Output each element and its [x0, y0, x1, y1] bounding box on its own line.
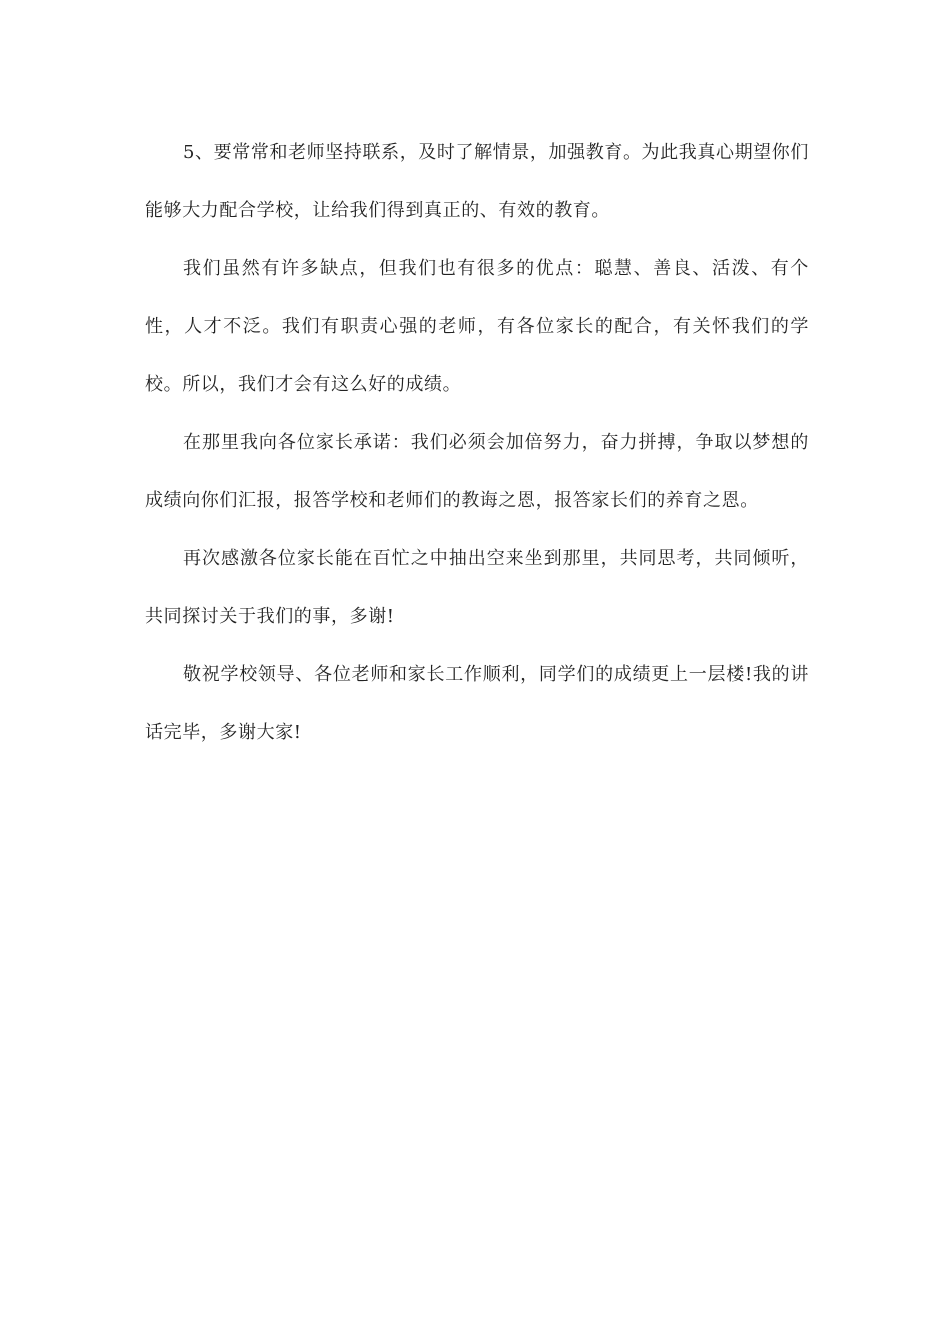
document-body [145, 124, 809, 762]
paragraph-closing: 敬祝学校领导、各位老师和家长工作顺利，同学们的成绩更上一层楼!我的讲话完毕，多谢大家! [145, 664, 809, 743]
paragraph-strengths: 我们虽然有许多缺点，但我们也有很多的优点：聪慧、善良、活泼、有个性，人才不泛。我们有职责心强的老师，有各位家长的配合，有关怀我们的学校。所以，我们才会有这么好的成绩。 [145, 258, 809, 395]
paragraph-thanks: 再次感激各位家长能在百忙之中抽出空来坐到那里，共同思考，共同倾听，共同探讨关于我们的事，多谢! [145, 548, 809, 627]
paragraph-promise: 在那里我向各位家长承诺：我们必须会加倍努力，奋力拼搏，争取以梦想的成绩向你们汇报，报答学校和老师们的教诲之恩，报答家长们的养育之恩。 [145, 432, 809, 511]
paragraph-contact-teachers: 5、要常常和老师坚持联系，及时了解情景，加强教育。为此我真心期望你们能够大力配合学校，让给我们得到真正的、有效的教育。 [145, 142, 809, 221]
